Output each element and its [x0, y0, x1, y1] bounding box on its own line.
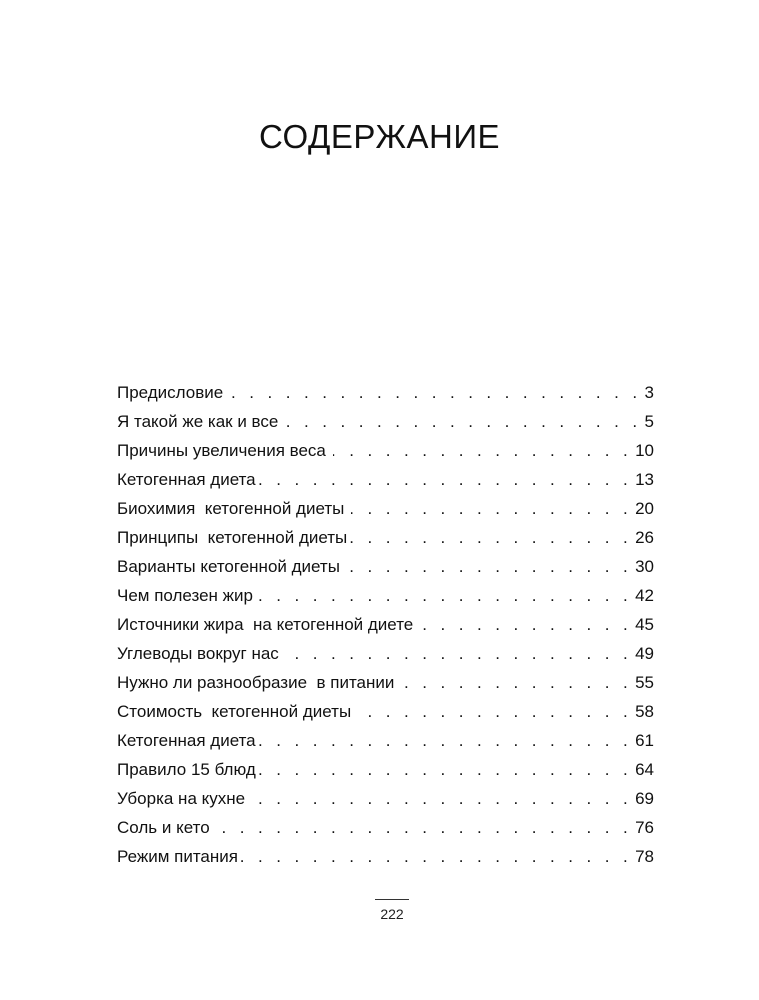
toc-entry-page: 10	[635, 441, 654, 460]
toc-dot-leader	[225, 378, 641, 407]
toc-entry-page: 3	[644, 383, 654, 402]
toc-entry	[117, 639, 654, 668]
toc-entry-title: Биохимия кетогенной диеты	[117, 499, 350, 518]
page-number: 222	[380, 906, 404, 922]
toc-entry-title: Стоимость кетогенной диеты	[117, 702, 356, 721]
toc-dot-leader	[281, 639, 632, 668]
toc-entry-title: Чем полезен жир	[117, 586, 253, 605]
toc-dot-leader	[396, 668, 632, 697]
toc-entry-page: 69	[635, 789, 654, 808]
toc-dot-leader	[212, 813, 632, 842]
toc-entry-page: 78	[635, 847, 654, 866]
toc-entry	[117, 523, 654, 552]
toc-entry-title: Кетогенная диета	[117, 731, 256, 750]
toc-dot-leader	[358, 697, 632, 726]
toc-entry	[117, 668, 654, 697]
toc-entry	[117, 407, 654, 436]
toc-entry-title: Варианты кетогенной диеты	[117, 557, 340, 576]
toc-entry	[117, 726, 654, 755]
toc-entry	[117, 697, 654, 726]
toc-entry-page: 76	[635, 818, 654, 837]
footer-divider	[375, 899, 409, 900]
toc-entry	[117, 494, 654, 523]
toc-entry	[117, 784, 654, 813]
toc-entry-title: Кетогенная диета	[117, 470, 256, 489]
toc-entry	[117, 842, 654, 871]
toc-entry-page: 42	[635, 586, 654, 605]
table-of-contents	[117, 378, 654, 871]
toc-dot-leader	[351, 494, 632, 523]
toc-dot-leader	[280, 407, 641, 436]
toc-dot-leader	[258, 465, 632, 494]
toc-dot-leader	[333, 436, 632, 465]
toc-entry	[117, 581, 654, 610]
toc-entry-title: Принципы кетогенной диеты	[117, 528, 348, 547]
toc-entry-title: Предисловие	[117, 383, 224, 402]
toc-entry-title: Соль и кето	[117, 818, 210, 837]
toc-entry	[117, 436, 654, 465]
toc-entry-page: 61	[635, 731, 654, 750]
toc-entry-page: 20	[635, 499, 654, 518]
toc-entry-page: 64	[635, 760, 654, 779]
toc-entry-page: 49	[635, 644, 654, 663]
toc-entry-title: Нужно ли разнообразие в питании	[117, 673, 395, 692]
toc-entry-page: 13	[635, 470, 654, 489]
toc-dot-leader	[415, 610, 632, 639]
toc-entry	[117, 610, 654, 639]
toc-entry-title: Правило 15 блюд	[117, 760, 256, 779]
toc-entry-title: Уборка на кухне	[117, 789, 246, 808]
toc-entry-title: Углеводы вокруг нас	[117, 644, 279, 663]
toc-dot-leader	[258, 726, 632, 755]
toc-dot-leader	[247, 784, 632, 813]
toc-entry-page: 58	[635, 702, 654, 721]
toc-entry-page: 55	[635, 673, 654, 692]
page-title: СОДЕРЖАНИЕ	[258, 118, 501, 155]
toc-entry-title: Я такой же как и все	[117, 412, 279, 431]
toc-entry-title: Источники жира на кетогенной диете	[117, 615, 414, 634]
toc-entry	[117, 813, 654, 842]
toc-entry-title: Причины увеличения веса	[117, 441, 331, 460]
toc-entry-page: 45	[635, 615, 654, 634]
toc-entry	[117, 465, 654, 494]
toc-entry-title: Режим питания	[117, 847, 238, 866]
toc-entry-page: 5	[644, 412, 654, 431]
toc-entry	[117, 552, 654, 581]
toc-entry	[117, 378, 654, 407]
toc-entry	[117, 755, 654, 784]
toc-dot-leader	[255, 581, 632, 610]
toc-dot-leader	[258, 755, 632, 784]
toc-entry-page: 30	[635, 557, 654, 576]
toc-dot-leader	[240, 842, 632, 871]
toc-dot-leader	[342, 552, 632, 581]
toc-dot-leader	[349, 523, 632, 552]
toc-entry-page: 26	[635, 528, 654, 547]
